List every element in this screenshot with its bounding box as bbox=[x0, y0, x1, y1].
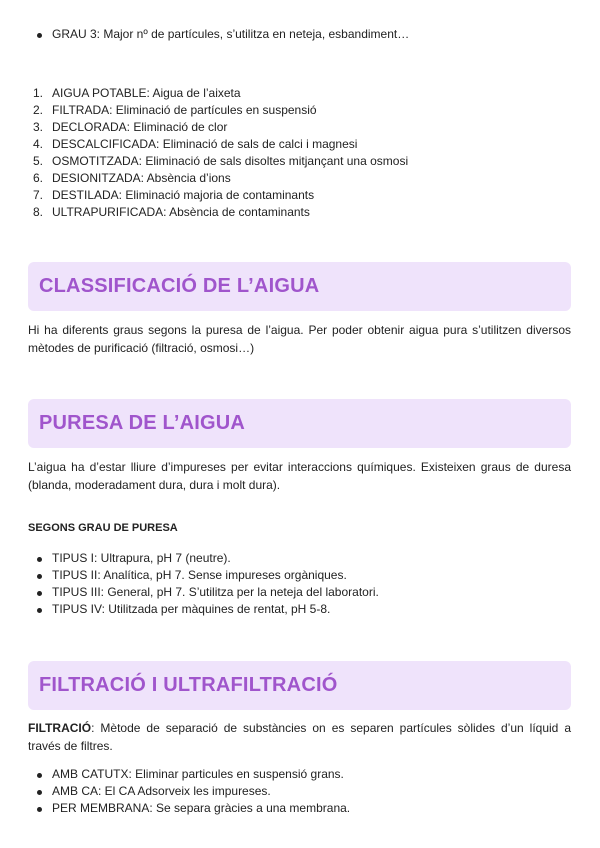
section-paragraph: L’aigua ha d’estar lliure d’impureses per evitar interaccions químiques. Existeixen graus de duresa (blanda, moderadament dura, dura i molt dura). bbox=[28, 460, 571, 492]
list-item bbox=[0, 170, 600, 187]
section-paragraph bbox=[28, 719, 571, 755]
list-text: ULTRAPURIFICADA: Absència de contaminants bbox=[52, 205, 310, 219]
section-title: CLASSIFICACIÓ DE L’AIGUA bbox=[39, 275, 320, 297]
list-item: TIPUS I: Ultrapura, pH 7 (neutre). bbox=[0, 550, 600, 567]
list-text: DESCALCIFICADA: Eliminació de sals de calci i magnesi bbox=[52, 137, 358, 151]
section-title: PURESA DE L’AIGUA bbox=[39, 412, 246, 434]
list-text: AIGUA POTABLE: Aigua de l’aixeta bbox=[52, 86, 241, 100]
list-number: 4. bbox=[33, 137, 44, 151]
list-item: PER MEMBRANA: Se separa gràcies a una membrana. bbox=[0, 800, 600, 817]
list-item: AMB CA: El CA Adsorveix les impureses. bbox=[0, 783, 600, 800]
section-header-classificacio bbox=[28, 262, 571, 311]
list-item bbox=[0, 136, 600, 153]
section-header-puresa bbox=[28, 399, 571, 448]
filtration-list bbox=[0, 766, 600, 817]
list-text: DESIONITZADA: Absència d’ions bbox=[52, 171, 231, 185]
list-item bbox=[0, 187, 600, 204]
list-item: TIPUS III: General, pH 7. S’utilitza per la neteja del laboratori. bbox=[0, 584, 600, 601]
list-item: AMB CATUTX: Eliminar particules en suspensió grans. bbox=[0, 766, 600, 783]
list-number: 3. bbox=[33, 120, 44, 134]
list-item bbox=[0, 119, 600, 136]
list-item bbox=[0, 153, 600, 170]
list-item bbox=[0, 204, 600, 221]
list-item: TIPUS IV: Utilitzada per màquines de rentat, pH 5-8. bbox=[0, 601, 600, 618]
list-number: 7. bbox=[33, 188, 44, 202]
list-number: 6. bbox=[33, 171, 44, 185]
top-bullet-list bbox=[0, 26, 600, 43]
subheading: SEGONS GRAU DE PURESA bbox=[28, 522, 178, 534]
section-title: FILTRACIÓ I ULTRAFILTRACIÓ bbox=[39, 674, 338, 696]
bold-term: FILTRACIÓ bbox=[28, 721, 92, 735]
paragraph-text: : Mètode de separació de substàncies on es separen partícules sòlides d’un líquid a través de filtres. bbox=[28, 721, 571, 753]
section-paragraph: Hi ha diferents graus segons la puresa de l’aigua. Per poder obtenir aigua pura s’utilitzen diversos mètodes de purificació (filtració, osmosi…) bbox=[28, 323, 571, 355]
list-number: 8. bbox=[33, 205, 44, 219]
list-number: 5. bbox=[33, 154, 44, 168]
list-number: 2. bbox=[33, 103, 44, 117]
list-text: DESTILADA: Eliminació majoria de contaminants bbox=[52, 188, 315, 202]
section-header-filtracio bbox=[28, 661, 571, 710]
list-item bbox=[0, 85, 600, 102]
list-text: DECLORADA: Eliminació de clor bbox=[52, 120, 228, 134]
list-text: OSMOTITZADA: Eliminació de sals disoltes mitjançant una osmosi bbox=[52, 154, 409, 168]
list-number: 1. bbox=[33, 86, 44, 100]
purity-type-list bbox=[0, 550, 600, 618]
list-item: GRAU 3: Major nº de partícules, s’utilitza en neteja, esbandiment… bbox=[0, 26, 600, 43]
list-item bbox=[0, 102, 600, 119]
list-text: FILTRADA: Eliminació de partícules en suspensió bbox=[52, 103, 317, 117]
list-item: TIPUS II: Analítica, pH 7. Sense impureses orgàniques. bbox=[0, 567, 600, 584]
water-types-list bbox=[0, 85, 600, 221]
